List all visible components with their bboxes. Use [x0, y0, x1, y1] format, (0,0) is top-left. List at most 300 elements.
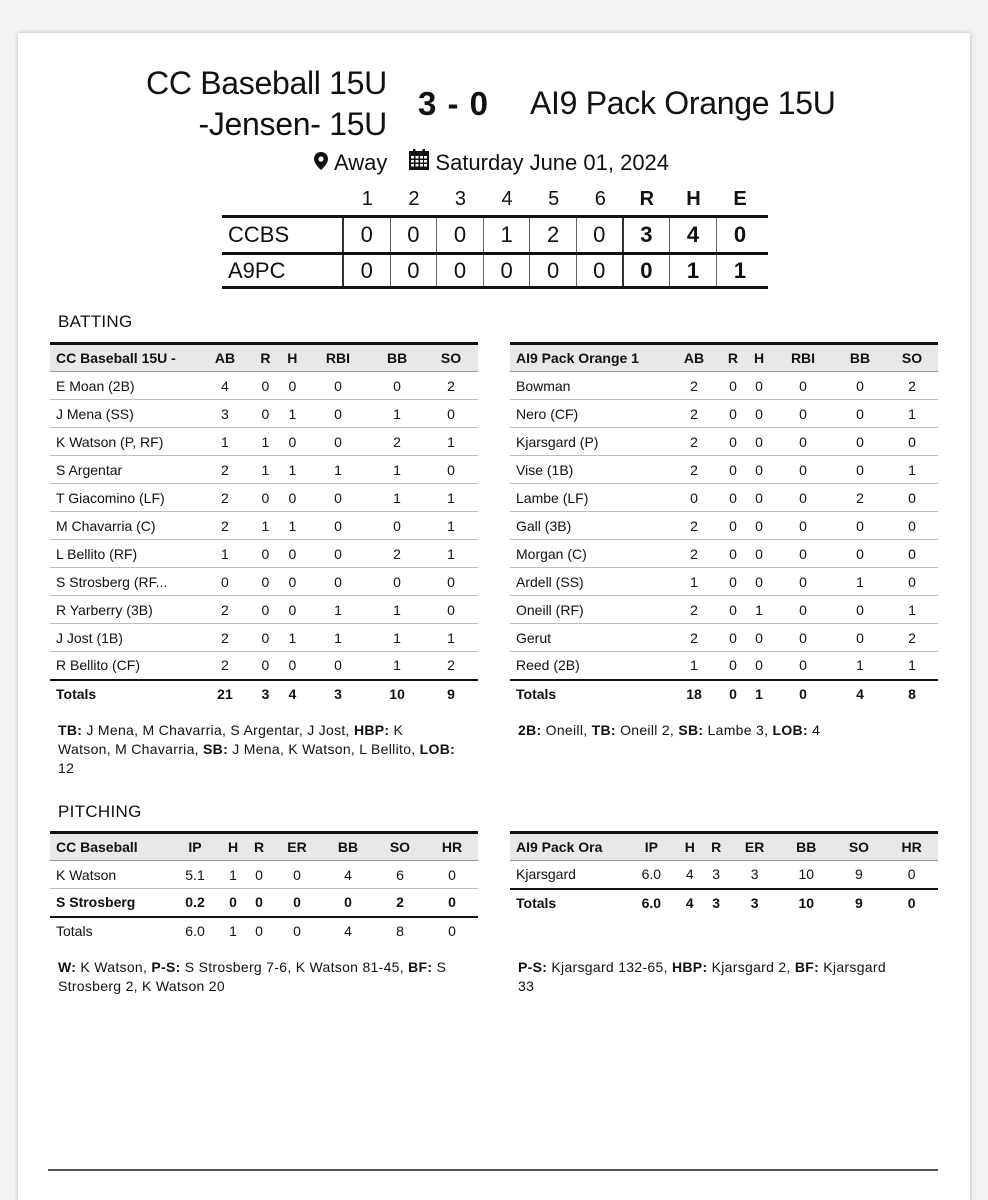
stat-cell: 0 [252, 596, 279, 624]
stat-cell: 6 [374, 861, 426, 889]
game-date: Saturday June 01, 2024 [435, 149, 670, 175]
stat-cell: 2 [198, 484, 252, 512]
table-row [50, 428, 478, 456]
stat-cell: 2 [424, 652, 478, 680]
total-cell: 8 [886, 680, 938, 708]
stat-cell: 0 [306, 540, 370, 568]
stat-cell: 0 [424, 456, 478, 484]
line-score-row [222, 252, 768, 289]
stat-cell: 0 [252, 624, 279, 652]
stat-cell: 0 [720, 484, 746, 512]
inning-cell: 0 [344, 255, 391, 286]
stat-cell: 0 [834, 400, 886, 428]
team-column-header: CC Baseball 15U - [50, 344, 198, 372]
player-name: Gall (3B) [510, 512, 668, 540]
stat-column-header: HR [885, 833, 938, 861]
stat-column-header: BB [322, 833, 374, 861]
inning-cell: 0 [437, 255, 484, 286]
stat-cell: 0 [370, 512, 424, 540]
note-label: BF: [408, 959, 433, 975]
total-cell: 0 [885, 889, 938, 917]
player-name: Gerut [510, 624, 668, 652]
stat-cell: 0 [886, 484, 938, 512]
stat-cell: 0 [886, 540, 938, 568]
note-text: J Mena, M Chavarria, S Argentar, J Jost, [82, 722, 354, 738]
totals-label: Totals [50, 680, 198, 708]
stat-cell: 0 [720, 540, 746, 568]
home-batting-notes [58, 721, 458, 778]
stat-cell: 0 [424, 568, 478, 596]
stat-cell: 1 [279, 400, 306, 428]
stat-cell: 0 [772, 540, 834, 568]
total-cell: 4 [677, 889, 703, 917]
inning-cell: 1 [484, 218, 531, 252]
note-label: 2B: [518, 722, 542, 738]
stat-column-header: HR [426, 833, 478, 861]
line-score-row [222, 215, 768, 252]
stat-cell: 1 [424, 512, 478, 540]
player-name: J Mena (SS) [50, 400, 198, 428]
line-score [222, 183, 768, 289]
stat-cell: 0 [772, 400, 834, 428]
total-cell: 10 [780, 889, 833, 917]
stat-cell: 0 [746, 372, 772, 400]
stat-cell: 1 [306, 596, 370, 624]
stat-cell: 3 [703, 861, 729, 889]
stat-column-header: H [220, 833, 246, 861]
stat-column-header: SO [886, 344, 938, 372]
player-name: S Strosberg [50, 889, 170, 917]
stat-column-header: R [720, 344, 746, 372]
stat-column-header: ER [272, 833, 322, 861]
batting-section-title: BATTING [58, 312, 133, 331]
stat-cell: 1 [886, 400, 938, 428]
table-header-row [510, 833, 938, 861]
stat-column-header: RBI [306, 344, 370, 372]
totals-row [510, 889, 938, 917]
table-row [50, 596, 478, 624]
total-cell: 9 [833, 889, 886, 917]
stat-column-header: IP [170, 833, 220, 861]
stat-cell: 1 [834, 652, 886, 680]
calendar-icon [409, 149, 429, 176]
inning-cell: 0 [530, 255, 577, 286]
stat-cell: 0 [834, 456, 886, 484]
inning-header: 2 [408, 187, 420, 210]
player-name: Kjarsgard [510, 861, 626, 889]
stat-cell: 1 [834, 568, 886, 596]
stat-cell: 2 [198, 512, 252, 540]
stat-cell: 2 [886, 624, 938, 652]
pitching-section-title: PITCHING [58, 802, 142, 821]
stat-cell: 2 [668, 456, 720, 484]
note-label: P-S: [151, 959, 181, 975]
total-cell: 6.0 [626, 889, 677, 917]
inning-cell: 0 [577, 255, 624, 286]
stat-cell: 0 [746, 652, 772, 680]
team-column-header: AI9 Pack Orange 1 [510, 344, 668, 372]
stat-cell: 0 [720, 596, 746, 624]
table-row [50, 512, 478, 540]
table-row [50, 861, 478, 889]
stat-cell: 4 [677, 861, 703, 889]
stat-cell: 0 [246, 861, 272, 889]
stat-cell: 0 [306, 568, 370, 596]
player-name: Vise (1B) [510, 456, 668, 484]
total-cell: 3 [703, 889, 729, 917]
note-text: Kjarsgard 132-65, [547, 959, 672, 975]
line-score-header [222, 183, 768, 215]
stat-cell: 0 [424, 400, 478, 428]
stat-cell: 0 [370, 372, 424, 400]
totals-row [510, 680, 938, 708]
table-row [510, 428, 938, 456]
footer-divider [48, 1169, 938, 1171]
stat-cell: 0 [746, 624, 772, 652]
stat-cell: 0 [720, 624, 746, 652]
note-label: LOB: [772, 722, 808, 738]
table-row [50, 652, 478, 680]
note-label: TB: [591, 722, 616, 738]
inning-cell: 0 [391, 255, 438, 286]
totals-label: Totals [510, 680, 668, 708]
stat-cell: 0 [306, 428, 370, 456]
stat-column-header: RBI [772, 344, 834, 372]
inning-header: 4 [501, 187, 513, 210]
stat-cell: 0 [834, 512, 886, 540]
stat-cell: 0 [252, 484, 279, 512]
stat-cell: 0 [772, 568, 834, 596]
stat-cell: 0 [306, 372, 370, 400]
stat-column-header: BB [834, 344, 886, 372]
total-cell: 1 [229, 923, 237, 939]
final-score: 3 - 0 [418, 85, 490, 122]
table-row [510, 456, 938, 484]
stat-cell: 1 [252, 456, 279, 484]
note-text: Oneill 2, [615, 722, 679, 738]
stat-cell: 2 [886, 372, 938, 400]
stat-cell: 1 [279, 512, 306, 540]
total-cell: 3 [252, 680, 279, 708]
stat-cell: 0 [746, 568, 772, 596]
away-team-name: AI9 Pack Orange 15U [530, 85, 836, 121]
stat-cell: 1 [424, 540, 478, 568]
stat-cell: 0 [252, 568, 279, 596]
stat-cell: 0 [834, 428, 886, 456]
stat-column-header: BB [370, 344, 424, 372]
inning-cell: 0 [437, 218, 484, 252]
stat-cell: 0 [720, 372, 746, 400]
stat-cell: 2 [424, 372, 478, 400]
player-name: S Strosberg (RF... [50, 568, 198, 596]
player-name: J Jost (1B) [50, 624, 198, 652]
total-cell: 3 [729, 889, 780, 917]
table-row [510, 861, 938, 889]
inning-cell: 0 [577, 218, 624, 252]
away-pitching-table [510, 831, 938, 917]
stat-cell: 2 [198, 652, 252, 680]
stat-cell: 1 [198, 540, 252, 568]
stat-cell: 0 [772, 484, 834, 512]
note-text: 4 [807, 722, 821, 738]
stat-cell: 0 [252, 540, 279, 568]
stat-cell: 3 [729, 861, 780, 889]
map-pin-icon [314, 150, 328, 176]
hits-cell: 1 [670, 255, 717, 286]
note-text: Kjarsgard 2, [707, 959, 795, 975]
stat-cell: 2 [198, 456, 252, 484]
stat-cell: 0 [272, 889, 322, 917]
inning-header: 3 [454, 187, 467, 210]
table-row [50, 540, 478, 568]
stat-cell: 0 [306, 484, 370, 512]
runs-cell: 3 [624, 218, 671, 252]
stat-cell: 1 [370, 624, 424, 652]
total-cell: 6.0 [185, 923, 205, 939]
player-name: T Giacomino (LF) [50, 484, 198, 512]
stat-cell: 1 [370, 596, 424, 624]
stat-cell: 0 [279, 568, 306, 596]
boxscore-sheet [18, 33, 970, 1200]
stat-cell: 6.0 [626, 861, 677, 889]
stat-cell: 1 [220, 861, 246, 889]
player-name: R Yarberry (3B) [50, 596, 198, 624]
player-name: K Watson [50, 861, 170, 889]
stat-cell: 0 [306, 652, 370, 680]
home-pitching-table [50, 831, 478, 945]
stat-column-header: AB [198, 344, 252, 372]
total-cell: 18 [668, 680, 720, 708]
table-header-row [510, 344, 938, 372]
stat-cell: 0 [279, 372, 306, 400]
stat-cell: 1 [668, 568, 720, 596]
table-row [50, 400, 478, 428]
inning-cell: 0 [391, 218, 438, 252]
team-column-header: CC Baseball [50, 833, 170, 861]
stat-cell: 0 [279, 484, 306, 512]
stat-cell: 0 [746, 512, 772, 540]
table-row [50, 456, 478, 484]
stat-cell: 0 [886, 428, 938, 456]
table-row [50, 372, 478, 400]
stat-cell: 1 [370, 484, 424, 512]
stat-cell: 2 [198, 596, 252, 624]
stat-cell: 1 [370, 652, 424, 680]
home-team-line1: CC Baseball 15U [146, 65, 387, 101]
table-row [510, 512, 938, 540]
stat-cell: 4 [322, 861, 374, 889]
total-cell: 1 [746, 680, 772, 708]
stat-cell: 1 [252, 428, 279, 456]
stat-cell: 0 [306, 400, 370, 428]
player-name: Ardell (SS) [510, 568, 668, 596]
totals-label: Totals [56, 923, 93, 939]
player-name: R Bellito (CF) [50, 652, 198, 680]
stat-cell: 0 [772, 652, 834, 680]
stat-cell: 1 [279, 624, 306, 652]
note-label: W: [58, 959, 77, 975]
stat-cell: 0 [834, 540, 886, 568]
stat-cell: 2 [668, 624, 720, 652]
stat-cell: 0 [834, 372, 886, 400]
player-name: K Watson (P, RF) [50, 428, 198, 456]
stat-cell: 1 [306, 624, 370, 652]
stat-cell: 0 [746, 456, 772, 484]
stat-column-header: SO [424, 344, 478, 372]
away-batting-notes [518, 721, 938, 740]
note-text: K Watson, M Chavarria, [58, 722, 408, 757]
stat-cell: 0 [252, 652, 279, 680]
total-cell: 4 [834, 680, 886, 708]
stat-column-header: ER [729, 833, 780, 861]
stat-cell: 0 [720, 400, 746, 428]
stat-cell: 2 [668, 372, 720, 400]
stat-column-header: SO [374, 833, 426, 861]
note-label: P-S: [518, 959, 548, 975]
stat-cell: 2 [834, 484, 886, 512]
hits-header: H [686, 187, 701, 210]
note-label: HBP: [671, 959, 708, 975]
stat-cell: 0 [772, 624, 834, 652]
stat-column-header: H [279, 344, 306, 372]
stat-cell: 0 [772, 512, 834, 540]
table-row [510, 400, 938, 428]
totals-label: Totals [510, 889, 626, 917]
stat-cell: 0 [720, 456, 746, 484]
note-label: SB: [203, 741, 229, 757]
player-name: Morgan (C) [510, 540, 668, 568]
stat-cell: 0 [198, 568, 252, 596]
stat-cell: 2 [370, 428, 424, 456]
stat-cell: 0 [279, 428, 306, 456]
stat-cell: 2 [668, 512, 720, 540]
total-cell: 9 [424, 680, 478, 708]
stat-cell: 1 [424, 484, 478, 512]
stat-cell: 10 [780, 861, 833, 889]
note-text: S Strosberg 7-6, K Watson 81-45, [180, 959, 409, 975]
stat-cell: 0 [246, 889, 272, 917]
stat-cell: 1 [424, 428, 478, 456]
stat-cell: 0 [886, 568, 938, 596]
table-row [510, 372, 938, 400]
total-cell: 0 [448, 923, 456, 939]
stat-cell: 2 [668, 400, 720, 428]
player-name: Bowman [510, 372, 668, 400]
stat-cell: 1 [886, 456, 938, 484]
inning-cell: 0 [344, 218, 391, 252]
table-row [510, 540, 938, 568]
team-abbr: CCBS [222, 218, 344, 252]
stat-cell: 0 [886, 512, 938, 540]
stat-cell: 1 [306, 456, 370, 484]
totals-row [50, 680, 478, 708]
stat-column-header: AB [668, 344, 720, 372]
table-row [50, 568, 478, 596]
note-label: SB: [678, 722, 704, 738]
home-pitching-notes [58, 958, 478, 996]
stat-cell: 0 [252, 372, 279, 400]
stat-cell: 1 [370, 456, 424, 484]
home-batting-table [50, 342, 478, 708]
stat-cell: 2 [668, 540, 720, 568]
total-cell: 3 [306, 680, 370, 708]
stat-cell: 0 [885, 861, 938, 889]
total-cell: 4 [344, 923, 352, 939]
stat-cell: 1 [668, 652, 720, 680]
player-name: M Chavarria (C) [50, 512, 198, 540]
stat-cell: 0 [252, 400, 279, 428]
stat-cell: 1 [886, 652, 938, 680]
inning-header: 5 [548, 187, 560, 210]
total-cell: 0 [293, 923, 301, 939]
total-cell: 8 [396, 923, 404, 939]
stat-cell: 0 [426, 861, 478, 889]
stat-cell: 0 [720, 568, 746, 596]
stat-cell: 0 [834, 624, 886, 652]
stat-cell: 1 [746, 596, 772, 624]
table-header-row [50, 833, 478, 861]
note-text: Lambe 3, [703, 722, 773, 738]
stat-column-header: SO [833, 833, 886, 861]
table-row [50, 889, 478, 917]
stat-cell: 1 [886, 596, 938, 624]
stat-cell: 9 [833, 861, 886, 889]
player-name: Kjarsgard (P) [510, 428, 668, 456]
stat-cell: 1 [198, 428, 252, 456]
stat-column-header: R [246, 833, 272, 861]
total-cell: 0 [255, 923, 263, 939]
stat-cell: 0 [220, 889, 246, 917]
player-name: E Moan (2B) [50, 372, 198, 400]
total-cell: 21 [198, 680, 252, 708]
errors-header: E [733, 187, 747, 210]
table-row [510, 624, 938, 652]
table-header-row [50, 344, 478, 372]
stat-column-header: R [252, 344, 279, 372]
player-name: Oneill (RF) [510, 596, 668, 624]
hits-cell: 4 [670, 218, 717, 252]
stat-cell: 1 [370, 400, 424, 428]
stat-cell: 1 [424, 624, 478, 652]
stat-column-header: IP [626, 833, 677, 861]
stat-cell: 0 [426, 889, 478, 917]
team-column-header: AI9 Pack Ora [510, 833, 626, 861]
stat-cell: 0 [279, 596, 306, 624]
stat-cell: 0 [772, 428, 834, 456]
stat-column-header: H [746, 344, 772, 372]
stat-cell: 0 [424, 596, 478, 624]
player-name: S Argentar [50, 456, 198, 484]
stat-cell: 5.1 [170, 861, 220, 889]
stat-cell: 0 [746, 540, 772, 568]
home-team-line2: -Jensen- 15U [198, 106, 387, 142]
stat-cell: 0 [306, 512, 370, 540]
stat-cell: 0 [370, 568, 424, 596]
player-name: Reed (2B) [510, 652, 668, 680]
stat-column-header: R [703, 833, 729, 861]
stat-cell: 3 [198, 400, 252, 428]
game-meta [314, 149, 669, 176]
stat-cell: 1 [279, 456, 306, 484]
inning-cell: 2 [530, 218, 577, 252]
stat-cell: 4 [198, 372, 252, 400]
stat-cell: 0 [772, 456, 834, 484]
stat-cell: 0 [720, 652, 746, 680]
player-name: Lambe (LF) [510, 484, 668, 512]
total-cell: 4 [279, 680, 306, 708]
stat-column-header: H [677, 833, 703, 861]
total-cell: 0 [772, 680, 834, 708]
